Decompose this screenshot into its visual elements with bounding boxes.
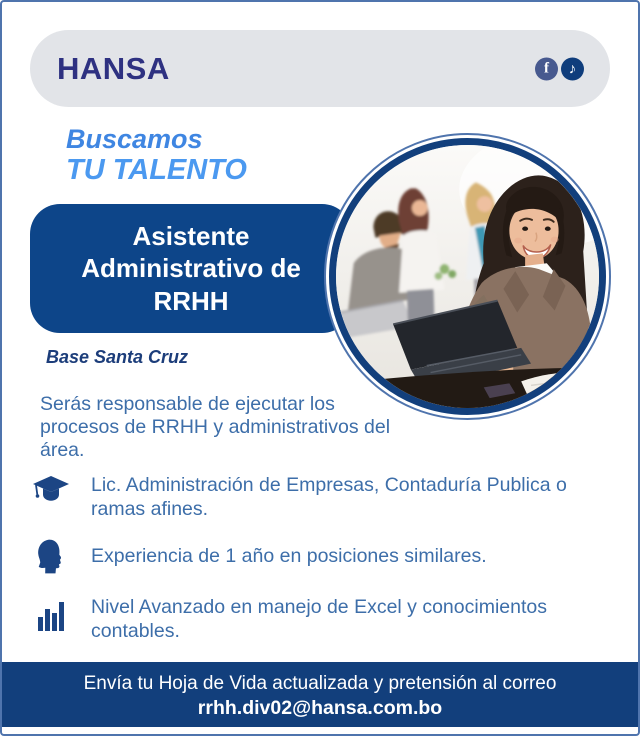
footer-email[interactable]: rrhh.div02@hansa.com.bo bbox=[197, 696, 443, 719]
headline bbox=[66, 124, 247, 187]
job-location: Base Santa Cruz bbox=[46, 347, 189, 367]
head-profile-icon bbox=[32, 538, 70, 575]
requirement-excel bbox=[32, 596, 618, 644]
photo-ring bbox=[329, 138, 606, 415]
tiktok-icon[interactable]: ♪ bbox=[561, 57, 584, 80]
job-title-line2: Administrativo de bbox=[81, 253, 301, 284]
requirement-experience bbox=[32, 538, 618, 575]
requirement-text: Experiencia de 1 año en posiciones similares. bbox=[91, 544, 487, 567]
facebook-icon[interactable]: f bbox=[535, 57, 558, 80]
graduation-cap-icon bbox=[32, 474, 70, 522]
job-title-line1: Asistente bbox=[132, 221, 250, 252]
headline-line2: TU TALENTO bbox=[66, 154, 247, 187]
job-title-line3: RRHH bbox=[153, 285, 229, 316]
hansa-logo: HANSA bbox=[57, 50, 170, 86]
requirement-text: Lic. Administración de Empresas, Contaduría Publica o ramas afines. bbox=[91, 474, 567, 520]
requirement-text: Nivel Avanzado en manejo de Excel y conocimientos contables. bbox=[91, 596, 547, 642]
office-photo bbox=[336, 145, 599, 408]
job-summary: Serás responsable de ejecutar los procesos de RRHH y administrativos del área. bbox=[40, 393, 391, 461]
headline-line1: Buscamos bbox=[66, 124, 203, 154]
header-pill bbox=[30, 30, 610, 107]
bar-chart-icon bbox=[32, 596, 70, 644]
requirement-education bbox=[32, 474, 618, 522]
photo-frame bbox=[324, 133, 611, 420]
social-icons bbox=[535, 57, 584, 80]
footer-banner bbox=[2, 662, 638, 727]
footer-text: Envía tu Hoja de Vida actualizada y pretensión al correo bbox=[83, 673, 557, 694]
job-title-box bbox=[30, 204, 352, 333]
